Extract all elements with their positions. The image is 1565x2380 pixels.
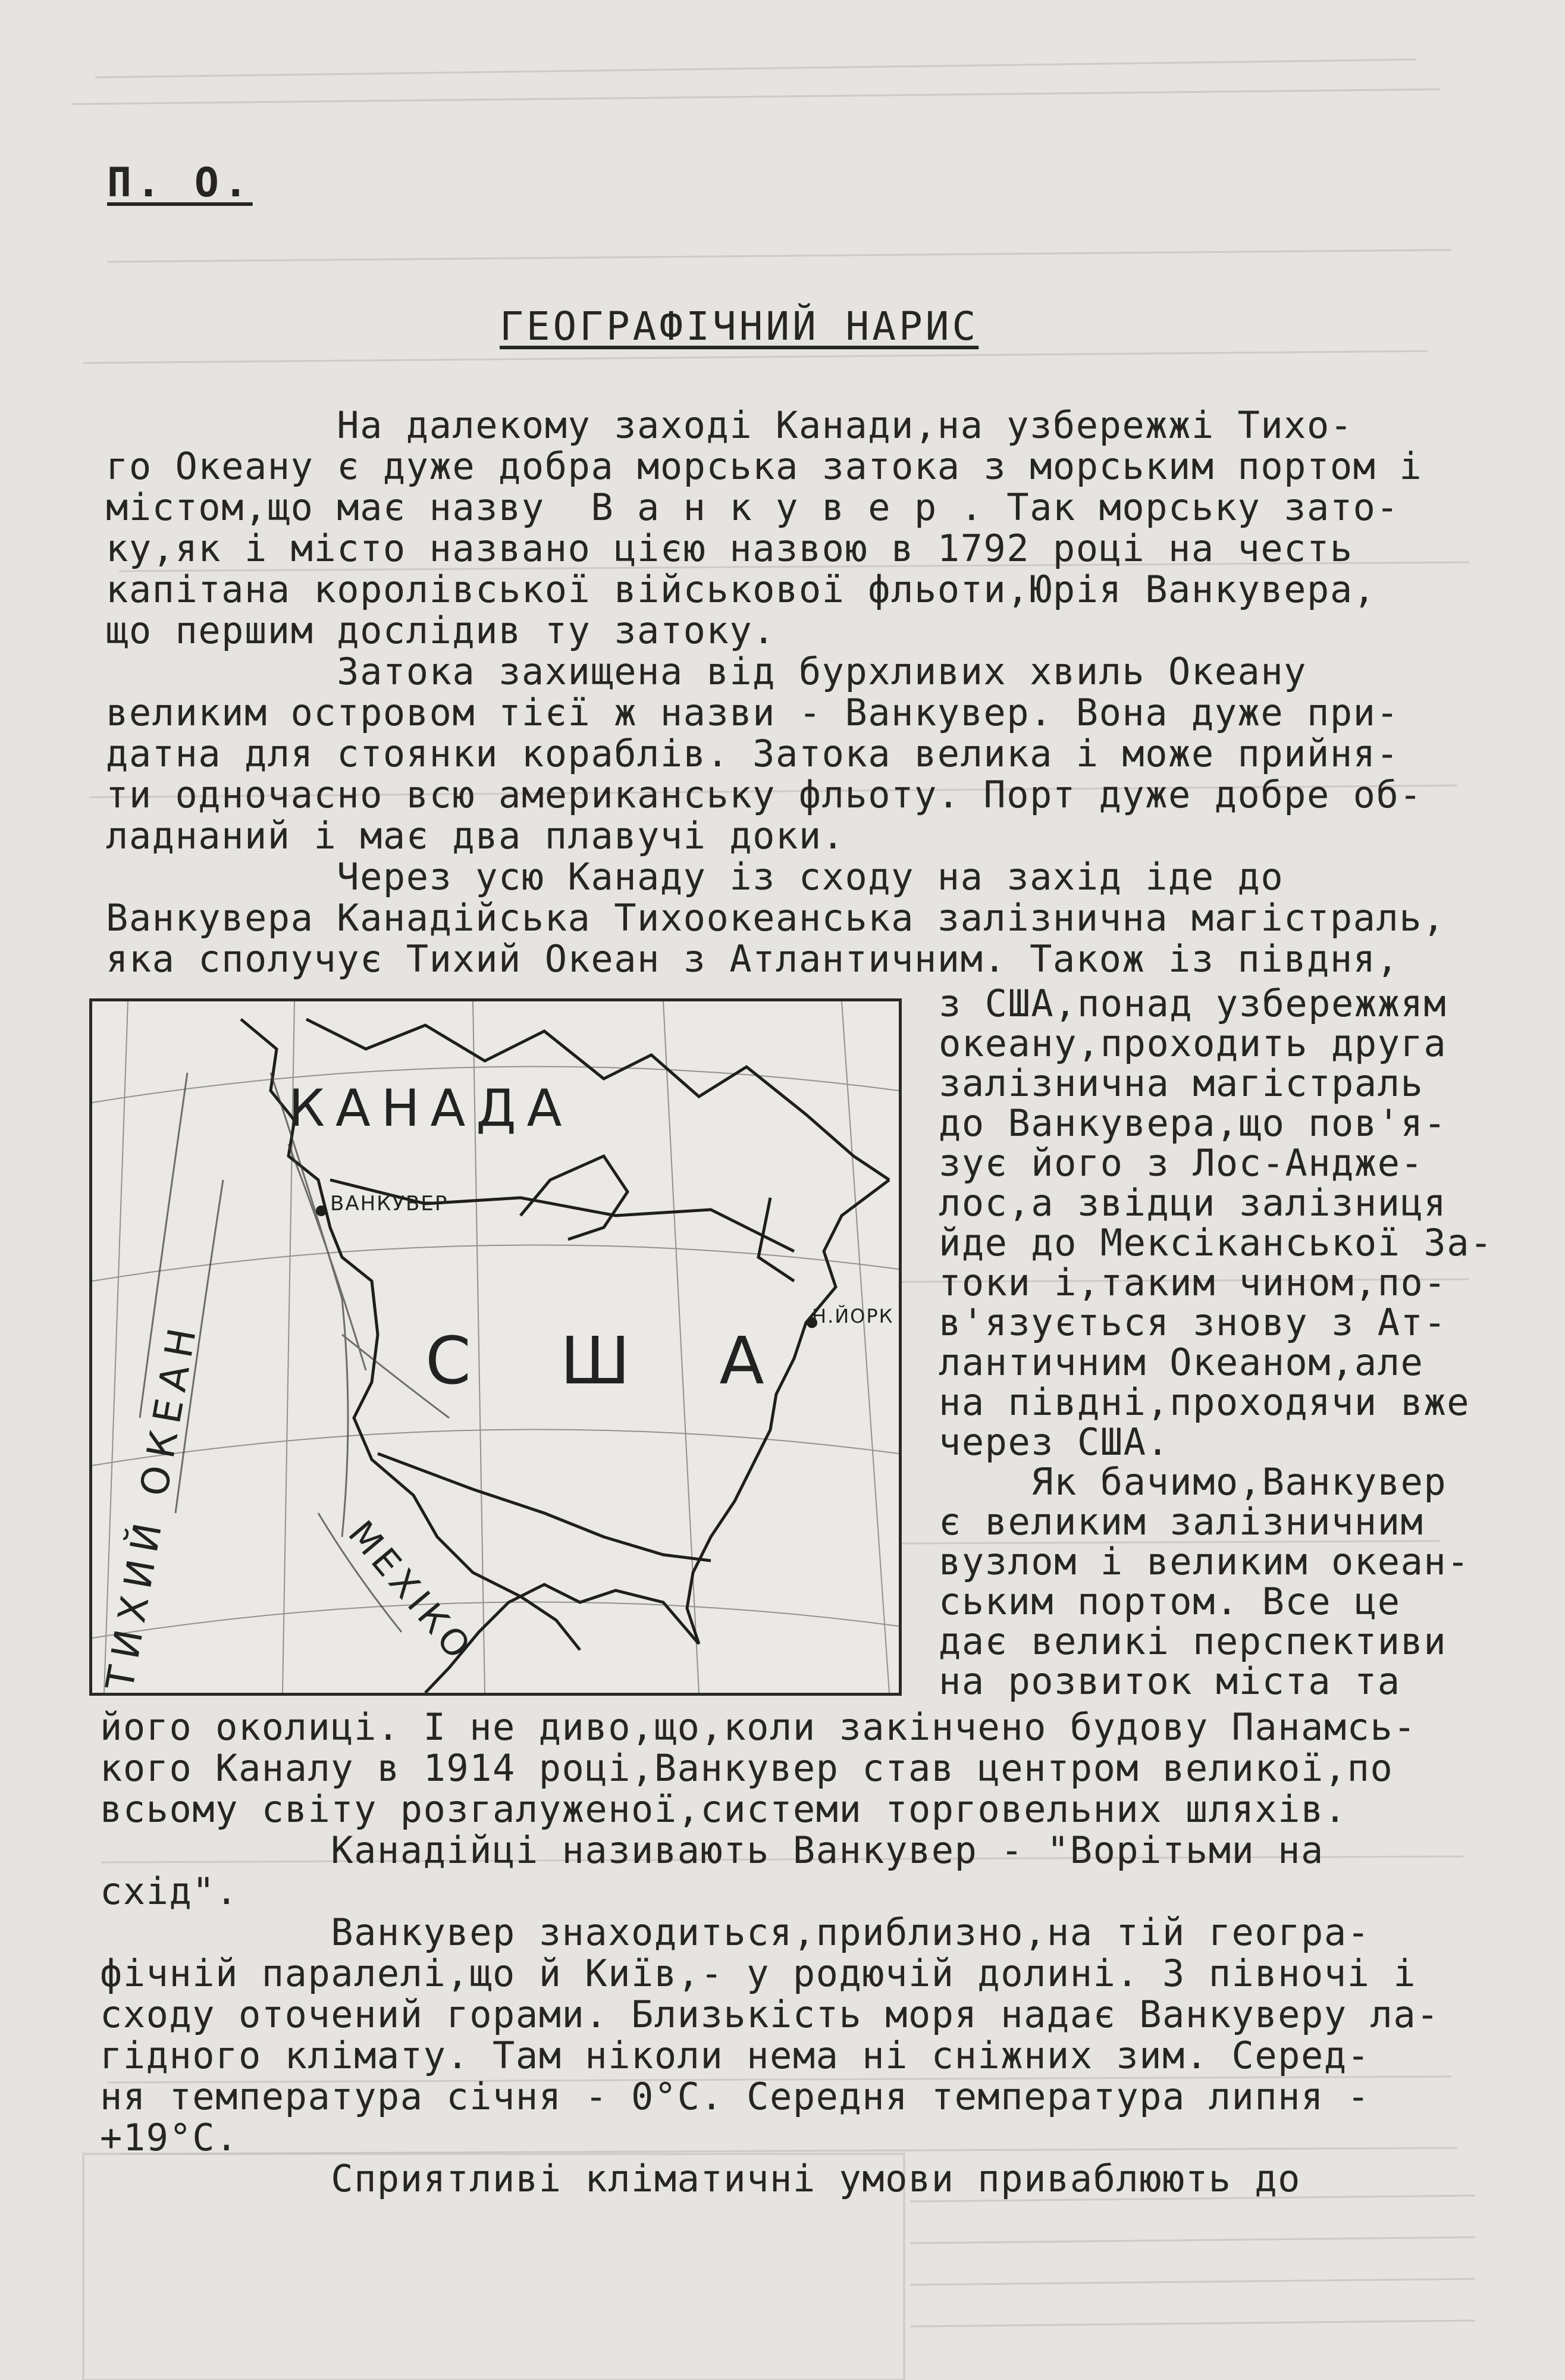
text-line: залізнична магістраль <box>939 1061 1424 1105</box>
text-line: сходу оточений горами. Близькість моря надає Ванкуверу ла- <box>100 1993 1439 2036</box>
text-line: Через усю Канаду із сходу на захід іде до <box>106 855 1284 898</box>
map-label-canada: КАНАДА <box>288 1079 573 1138</box>
text-line: на розвиток міста та <box>939 1659 1401 1703</box>
text-line: Сприятливі кліматичні умови приваблюють до <box>100 2157 1301 2200</box>
text-line: через США. <box>939 1420 1170 1464</box>
text-line: схід". <box>100 1869 239 1913</box>
text-line: його околиці. І не диво,що,коли закінчено будову Панамсь- <box>100 1705 1417 1749</box>
text-line: ладнаний і має два плавучі доки. <box>106 814 845 857</box>
text-line: Як бачимо,Ванкувер <box>939 1460 1447 1504</box>
map-label-vancouver: ВАНКУВЕР <box>330 1192 449 1216</box>
text-line: ським портом. Все це <box>939 1580 1401 1623</box>
map-illustration <box>89 998 902 1696</box>
map-label-usa: США <box>425 1323 854 1399</box>
text-line: ня температура січня - 0°С. Середня температура липня - <box>100 2075 1370 2118</box>
text-line: датна для стоянки кораблів. Затока велика і може прийня- <box>106 732 1400 775</box>
text-line: на півдні,проходячи вже <box>939 1380 1470 1424</box>
text-line: великим островом тієї ж назви - Ванкувер. Вона дуже при- <box>106 691 1400 734</box>
map-label-mexico: МЕХІКО <box>340 1513 482 1671</box>
text-line: Канадійці називають Ванкувер - "Ворітьми на <box>100 1828 1324 1872</box>
text-line: го Океану є дуже добра морська затока з морським портом і <box>106 444 1423 488</box>
text-line: в'язується знову з Ат- <box>939 1301 1447 1344</box>
text-line: кого Каналу в 1914 році,Ванкувер став центром великої,по <box>100 1746 1394 1790</box>
text-line: ти одночасно всю американську фльоту. Порт дуже добре об- <box>106 773 1423 816</box>
text-line: є великим залізничним <box>939 1500 1424 1543</box>
text-line: лос,а звідци залізниця <box>939 1181 1447 1225</box>
text-line: капітана королівської військової фльоти,Юрія Ванкувера, <box>106 568 1376 611</box>
text-line: токи і,таким чином,по- <box>939 1261 1447 1304</box>
map-label-new-york: Н.ЙОРК <box>812 1305 894 1327</box>
text-line: лантичним Океаном,але <box>939 1341 1424 1384</box>
text-line: йде до Мексіканської За- <box>939 1221 1493 1264</box>
text-line: що першим дослідив ту затоку. <box>106 609 776 652</box>
map-label-pacific-ocean: ТИХИЙ ОКЕАН <box>98 1317 207 1693</box>
text-line: ку,як і місто названо цією назвою в 1792 році на честь <box>106 527 1353 570</box>
text-line: Ванкувера Канадійська Тихоокеанська залізнична магістраль, <box>106 896 1445 940</box>
text-line: до Ванкувера,що пов'я- <box>939 1101 1447 1145</box>
author-initials: П. О. <box>107 159 253 206</box>
text-line: містом,що має назву В а н к у в е р . Так морську зато- <box>106 486 1400 529</box>
text-line: На далекому заході Канади,на узбережжі Тихо- <box>106 403 1353 447</box>
text-line: Затока захищена від бурхливих хвиль Океану <box>106 650 1307 693</box>
text-line: гідного клімату. Там ніколи нема ні сніжних зим. Серед- <box>100 2034 1370 2077</box>
text-line: всьому світу розгалуженої,системи торговельних шляхів. <box>100 1787 1347 1831</box>
page-title: ГЕОГРАФІЧНИЙ НАРИС <box>500 303 979 349</box>
text-line: дає великі перспективи <box>939 1620 1447 1663</box>
text-line: фічній паралелі,що й Київ,- у родючій долині. З півночі і <box>100 1952 1417 1995</box>
text-line: з США,понад узбережжям <box>939 982 1447 1025</box>
text-line: Ванкувер знаходиться,приблизно,на тій геогра- <box>100 1911 1370 1954</box>
text-line: +19°С. <box>100 2116 239 2159</box>
text-line: океану,проходить друга <box>939 1022 1447 1065</box>
text-line: вузлом і великим океан- <box>939 1540 1470 1583</box>
text-line: яка сполучує Тихий Океан з Атлантичним. Також із півдня, <box>106 937 1400 981</box>
text-line: зує його з Лос-Андже- <box>939 1141 1424 1185</box>
